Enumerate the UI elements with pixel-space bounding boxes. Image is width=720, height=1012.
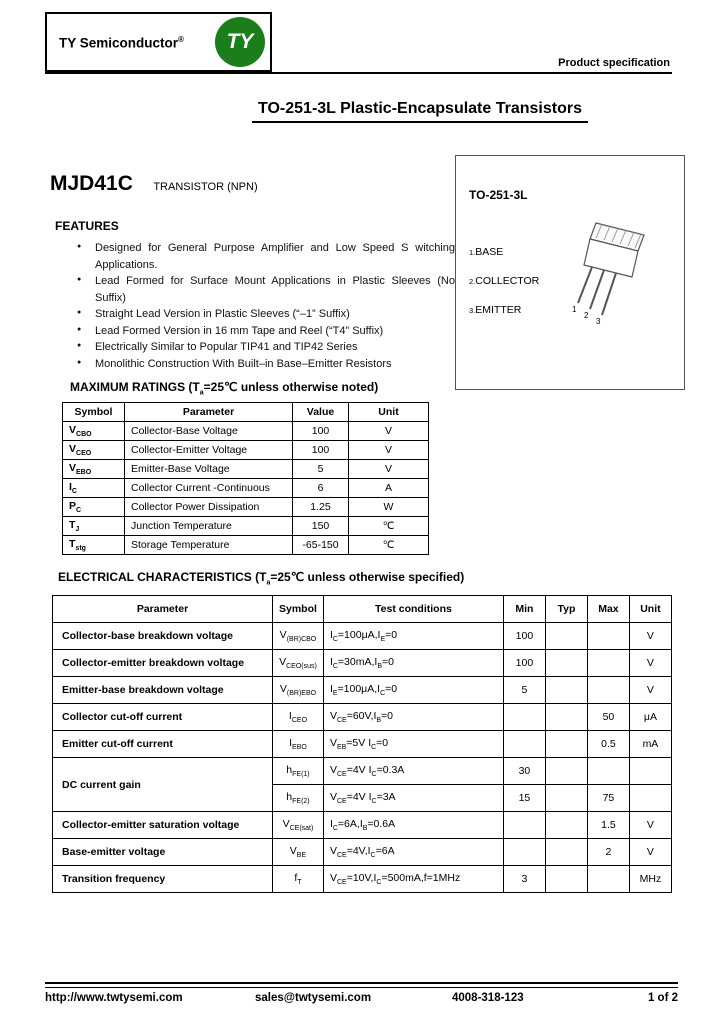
- column-header: Unit: [629, 596, 671, 623]
- max-cell: 2: [587, 839, 629, 866]
- max-ratings-body: [63, 403, 429, 555]
- symbol-cell: $V_{CEO}$: [63, 441, 125, 460]
- features-list: [55, 240, 455, 372]
- table-row: [63, 422, 429, 441]
- conditions-cell: $V_{CE}=4V$ $I_C=3A$: [323, 785, 503, 812]
- unit-cell: V: [629, 650, 671, 677]
- typ-cell: [545, 731, 587, 758]
- feature-item: ● Monolithic Construction With Built–in Base–Emitter Resistors: [55, 356, 455, 373]
- value-cell: 6: [293, 479, 349, 498]
- typ-cell: [545, 677, 587, 704]
- min-cell: 3: [503, 866, 545, 893]
- unit-cell: A: [349, 479, 429, 498]
- typ-cell: [545, 866, 587, 893]
- logo-company: TY Semiconductor: [59, 35, 179, 51]
- parameter-cell: Emitter-base breakdown voltage: [53, 677, 273, 704]
- parameter-cell: Emitter cut-off current: [53, 731, 273, 758]
- symbol-cell: $h_{FE(1)}$: [273, 758, 324, 785]
- table-row: [53, 650, 672, 677]
- max-cell: 75: [587, 785, 629, 812]
- symbol-cell: $P_C$: [63, 498, 125, 517]
- unit-cell: V: [629, 677, 671, 704]
- conditions-cell: $I_E=100\mu A,I_C=0$: [323, 677, 503, 704]
- table-row: [53, 758, 672, 785]
- symbol-cell: $I_C$: [63, 479, 125, 498]
- table-row: [63, 460, 429, 479]
- unit-cell: MHz: [629, 866, 671, 893]
- min-cell: [503, 704, 545, 731]
- part-header: [50, 172, 258, 196]
- min-cell: 100: [503, 650, 545, 677]
- max-cell: 1.5: [587, 812, 629, 839]
- footer-email: sales@twtysemi.com: [255, 992, 372, 1004]
- feature-item: ● Lead Formed for Surface Mount Applications in Plastic Sleeves (No Suffix): [55, 273, 455, 306]
- pin-row: [469, 246, 539, 258]
- table-row: [53, 866, 672, 893]
- symbol-cell: $h_{FE(2)}$: [273, 785, 324, 812]
- parameter-cell: Collector Current -Continuous: [125, 479, 293, 498]
- logo-text: [59, 35, 184, 51]
- symbol-cell: $V_{BE}$: [273, 839, 324, 866]
- parameter-cell: Storage Temperature: [125, 536, 293, 555]
- max-cell: 0.5: [587, 731, 629, 758]
- feature-item: ● Designed for General Purpose Amplifier and Low Speed S witching Applications.: [55, 240, 455, 273]
- pin-label: COLLECTOR: [475, 275, 540, 287]
- unit-cell: V: [629, 839, 671, 866]
- parameter-cell: Collector-base breakdown voltage: [53, 623, 273, 650]
- max-cell: [587, 758, 629, 785]
- parameter-cell: DC current gain: [53, 758, 273, 812]
- table-row: [63, 536, 429, 555]
- conditions-cell: $V_{CE}=4V$ $I_C=0.3A$: [323, 758, 503, 785]
- table-row: [53, 677, 672, 704]
- min-cell: [503, 812, 545, 839]
- unit-cell: V: [349, 460, 429, 479]
- max-cell: [587, 623, 629, 650]
- typ-cell: [545, 785, 587, 812]
- package-box: [455, 155, 685, 390]
- pin-number: 1.: [469, 248, 476, 257]
- unit-cell: V: [349, 422, 429, 441]
- column-header: Parameter: [53, 596, 273, 623]
- logo: [45, 12, 272, 72]
- conditions-cell: $V_{CE}=10V,I_C=500mA,f=1MHz$: [323, 866, 503, 893]
- table-row: [53, 596, 672, 623]
- pin-row: [469, 275, 539, 287]
- parameter-cell: Collector-emitter breakdown voltage: [53, 650, 273, 677]
- parameter-cell: Collector-emitter saturation voltage: [53, 812, 273, 839]
- column-header: Unit: [349, 403, 429, 422]
- max-cell: [587, 677, 629, 704]
- parameter-cell: Base-emitter voltage: [53, 839, 273, 866]
- table-row: [63, 498, 429, 517]
- lead-number: 3: [596, 317, 601, 326]
- parameter-cell: Transition frequency: [53, 866, 273, 893]
- pin-label: BASE: [475, 246, 504, 258]
- features-heading: FEATURES: [55, 219, 119, 233]
- table-row: [63, 441, 429, 460]
- typ-cell: [545, 839, 587, 866]
- symbol-cell: $T_J$: [63, 517, 125, 536]
- symbol-cell: $V_{EBO}$: [63, 460, 125, 479]
- max-ratings-heading: MAXIMUM RATINGS ($T_a=25℃$ unless otherwise noted): [70, 380, 379, 397]
- symbol-cell: $I_{EBO}$: [273, 731, 324, 758]
- typ-cell: [545, 812, 587, 839]
- pin-row: [469, 304, 539, 316]
- package-drawing-icon: [556, 211, 676, 341]
- conditions-cell: $I_C=100\mu A,I_E=0$: [323, 623, 503, 650]
- symbol-cell: $V_{CEO(sus)}$: [273, 650, 324, 677]
- max-cell: [587, 650, 629, 677]
- column-header: Max: [587, 596, 629, 623]
- electrical-body: [53, 596, 672, 893]
- column-header: Value: [293, 403, 349, 422]
- unit-cell: μA: [629, 704, 671, 731]
- conditions-cell: $V_{CE}=4V,I_C=6A$: [323, 839, 503, 866]
- parameter-cell: Emitter-Base Voltage: [125, 460, 293, 479]
- footer-website: http://www.twtysemi.com: [45, 992, 183, 1004]
- max-cell: 50: [587, 704, 629, 731]
- feature-item: ● Electrically Similar to Popular TIP41 and TIP42 Series: [55, 339, 455, 356]
- max-cell: [587, 866, 629, 893]
- value-cell: 5: [293, 460, 349, 479]
- table-row: [53, 731, 672, 758]
- value-cell: 100: [293, 441, 349, 460]
- typ-cell: [545, 623, 587, 650]
- parameter-cell: Collector-Emitter Voltage: [125, 441, 293, 460]
- table-row: [53, 623, 672, 650]
- value-cell: 150: [293, 517, 349, 536]
- feature-item: ● Lead Formed Version in 16 mm Tape and Reel (“T4” Suffix): [55, 323, 455, 340]
- parameter-cell: Junction Temperature: [125, 517, 293, 536]
- symbol-cell: $V_{CBO}$: [63, 422, 125, 441]
- parameter-cell: Collector cut-off current: [53, 704, 273, 731]
- unit-cell: V: [349, 441, 429, 460]
- unit-cell: ℃: [349, 517, 429, 536]
- electrical-heading: ELECTRICAL CHARACTERISTICS ($T_a=25℃$ unless otherwise specified): [58, 570, 465, 587]
- parameter-cell: Collector-Base Voltage: [125, 422, 293, 441]
- features-section: [55, 219, 455, 372]
- table-row: [53, 812, 672, 839]
- conditions-cell: $V_{CE}=60V,I_B=0$: [323, 704, 503, 731]
- min-cell: 30: [503, 758, 545, 785]
- min-cell: 100: [503, 623, 545, 650]
- unit-cell: W: [349, 498, 429, 517]
- table-row: [63, 479, 429, 498]
- conditions-cell: $I_C=30mA,I_B=0$: [323, 650, 503, 677]
- table-row: [63, 517, 429, 536]
- column-header: Min: [503, 596, 545, 623]
- electrical-table: [52, 595, 672, 893]
- footer-rule: [45, 982, 678, 988]
- conditions-cell: $I_C=6A,I_B=0.6A$: [323, 812, 503, 839]
- symbol-cell: $I_{CEO}$: [273, 704, 324, 731]
- unit-cell: [629, 758, 671, 785]
- document-title-text: TO-251-3L Plastic-Encapsulate Transistors: [252, 100, 588, 123]
- registered-mark: ®: [178, 35, 184, 44]
- part-type: TRANSISTOR (NPN): [153, 181, 258, 193]
- value-cell: 100: [293, 422, 349, 441]
- feature-item: ● Straight Lead Version in Plastic Sleeves (“–1” Suffix): [55, 306, 455, 323]
- max-ratings-table: [62, 402, 429, 555]
- part-number: MJD41C: [50, 172, 133, 195]
- lead-number: 1: [572, 305, 577, 314]
- unit-cell: V: [629, 812, 671, 839]
- table-row: [53, 839, 672, 866]
- value-cell: 1.25: [293, 498, 349, 517]
- column-header: Test conditions: [323, 596, 503, 623]
- pin-label: EMITTER: [475, 304, 522, 316]
- typ-cell: [545, 704, 587, 731]
- logo-badge: TY: [215, 17, 265, 67]
- pin-number: 2.: [469, 277, 476, 286]
- lead-number: 2: [584, 311, 589, 320]
- column-header: Parameter: [125, 403, 293, 422]
- min-cell: [503, 839, 545, 866]
- unit-cell: V: [629, 623, 671, 650]
- footer-phone: 4008-318-123: [452, 992, 524, 1004]
- conditions-cell: $V_{EB}=5V$ $I_C=0$: [323, 731, 503, 758]
- symbol-cell: $V_{CE(sat)}$: [273, 812, 324, 839]
- page-number: 1 of 2: [647, 992, 678, 1004]
- symbol-cell: $V_{(BR)CBO}$: [273, 623, 324, 650]
- symbol-cell: $T_{stg}$: [63, 536, 125, 555]
- header-rule: [45, 72, 672, 74]
- min-cell: [503, 731, 545, 758]
- typ-cell: [545, 758, 587, 785]
- min-cell: 15: [503, 785, 545, 812]
- column-header: Typ: [545, 596, 587, 623]
- value-cell: -65-150: [293, 536, 349, 555]
- parameter-cell: Collector Power Dissipation: [125, 498, 293, 517]
- unit-cell: ℃: [349, 536, 429, 555]
- min-cell: 5: [503, 677, 545, 704]
- unit-cell: mA: [629, 731, 671, 758]
- symbol-cell: $V_{(BR)EBO}$: [273, 677, 324, 704]
- document-title: [0, 100, 720, 123]
- spec-label: Product specification: [558, 57, 670, 69]
- column-header: Symbol: [273, 596, 324, 623]
- typ-cell: [545, 650, 587, 677]
- table-row: [53, 704, 672, 731]
- unit-cell: [629, 785, 671, 812]
- package-name: TO-251-3L: [469, 188, 528, 202]
- column-header: Symbol: [63, 403, 125, 422]
- symbol-cell: $f_T$: [273, 866, 324, 893]
- table-row: [63, 403, 429, 422]
- pin-list: [469, 246, 539, 333]
- pin-number: 3.: [469, 306, 476, 315]
